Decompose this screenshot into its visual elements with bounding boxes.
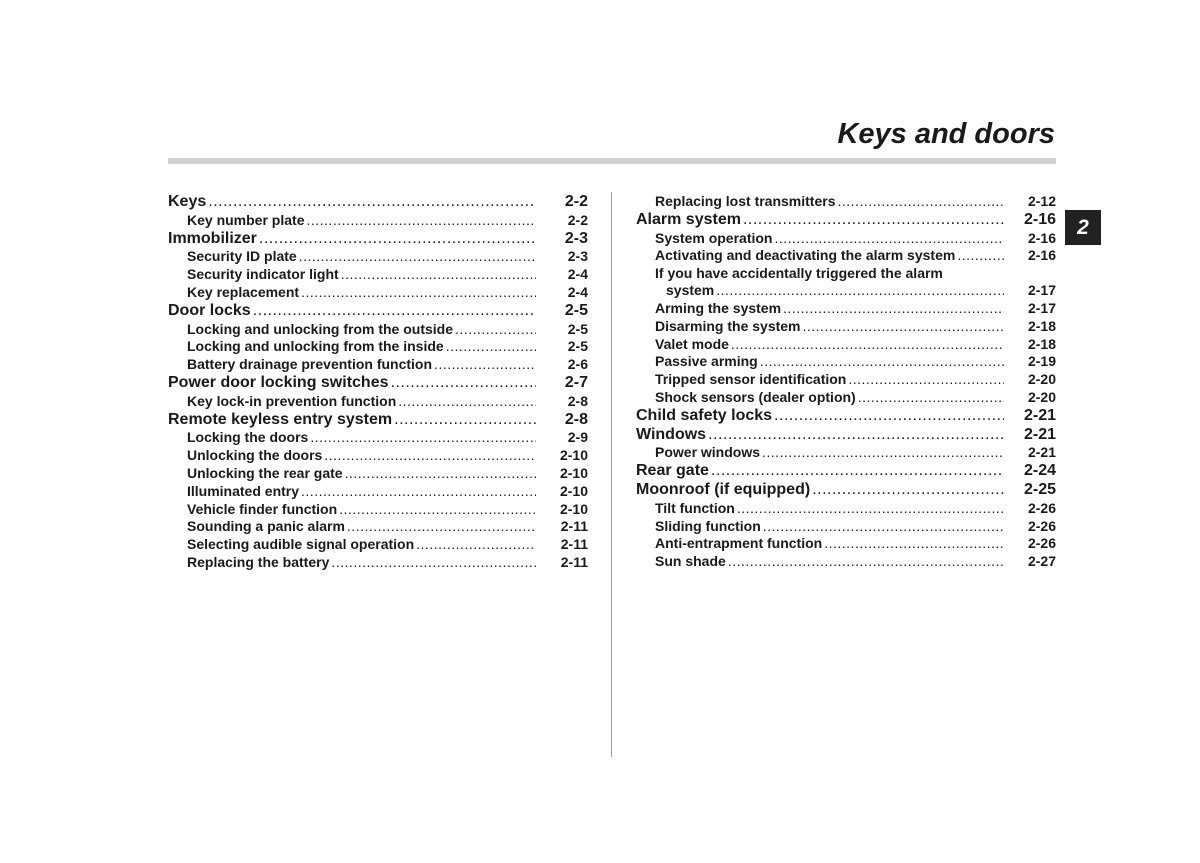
dot-leader: [737, 500, 1004, 518]
dot-leader: [762, 444, 1004, 462]
toc-subsection-entry[interactable]: [168, 356, 588, 374]
toc-page-number: 2-25: [1023, 480, 1056, 498]
toc-page-number: 2-5: [564, 301, 588, 319]
toc-page-number: 2-11: [560, 536, 588, 553]
toc-page-number: 2-11: [560, 553, 588, 570]
toc-subsection-entry[interactable]: [168, 266, 588, 284]
toc-entry-label: Key lock-in prevention function: [187, 392, 397, 409]
toc-subsection-entry[interactable]: [168, 248, 588, 266]
toc-page-number: 2-10: [559, 482, 588, 499]
dot-leader: [324, 447, 536, 465]
dot-leader: [341, 266, 536, 284]
toc-section-entry[interactable]: [168, 193, 588, 212]
toc-entry-label: Locking and unlocking from the inside: [187, 338, 444, 355]
toc-subsection-entry[interactable]: [636, 336, 1056, 354]
dot-leader: [716, 282, 1004, 300]
dot-leader: [760, 353, 1004, 371]
toc-entry-label: Illuminated entry: [187, 482, 300, 499]
toc-page-number: 2-3: [564, 229, 588, 247]
dot-leader: [299, 248, 536, 266]
toc-page-number: 2-7: [564, 373, 588, 391]
dot-leader: [259, 230, 536, 249]
toc-subsection-entry[interactable]: [168, 429, 588, 447]
toc-page-number: 2-16: [1027, 247, 1056, 264]
toc-page-number: 2-21: [1023, 425, 1056, 443]
toc-left-column: [168, 193, 588, 572]
toc-page-number: 2-10: [559, 447, 588, 464]
toc-section-entry[interactable]: [636, 426, 1056, 445]
toc-page-number: 2-21: [1023, 406, 1056, 424]
toc-page-number: 2-27: [1027, 553, 1056, 570]
toc-page-number: 2-10: [559, 500, 588, 517]
dot-leader: [339, 501, 536, 519]
toc-entry-label: Child safety locks: [636, 406, 773, 424]
toc-entry-label: Passive arming: [655, 353, 758, 370]
toc-entry-label: Unlocking the doors: [187, 447, 323, 464]
toc-page-number: 2-18: [1027, 335, 1056, 352]
dot-leader: [774, 230, 1004, 248]
toc-subsection-entry[interactable]: [636, 318, 1056, 336]
toc-section-entry[interactable]: [168, 374, 588, 393]
toc-entry-label: Tripped sensor identification: [655, 371, 847, 388]
dot-leader: [858, 389, 1004, 407]
toc-subsection-entry[interactable]: [168, 338, 588, 356]
toc-entry-label: Key replacement: [187, 283, 300, 300]
toc-page-number: 2-20: [1027, 371, 1056, 388]
dot-leader: [763, 518, 1004, 536]
dot-leader: [301, 284, 536, 302]
toc-page-number: 2-18: [1027, 317, 1056, 334]
dot-leader: [301, 483, 536, 501]
toc-entry-label: Disarming the system: [655, 317, 801, 334]
toc-section-entry[interactable]: [636, 211, 1056, 230]
dot-leader: [306, 212, 536, 230]
toc-entry-label: Locking and unlocking from the outside: [187, 320, 454, 337]
dot-leader: [803, 318, 1005, 336]
toc-page-number: 2-6: [567, 356, 588, 373]
toc-entry-label: Sliding function: [655, 517, 761, 534]
toc-entry-label: Security ID plate: [187, 248, 297, 265]
toc-subsection-entry[interactable]: [636, 553, 1056, 571]
toc-entry-label: Arming the system: [655, 299, 782, 316]
toc-entry-label: Door locks: [168, 301, 251, 319]
toc-subsection-entry[interactable]: [636, 444, 1056, 462]
toc-page-number: 2-2: [564, 193, 588, 210]
toc-page-number: 2-4: [567, 266, 588, 283]
dot-leader: [824, 535, 1004, 553]
toc-subsection-entry[interactable]: [168, 554, 588, 572]
toc-subsection-entry[interactable]: [168, 447, 588, 465]
toc-entry-label: Windows: [636, 425, 707, 443]
toc-subsection-entry[interactable]: [168, 483, 588, 501]
toc-page-number: 2-17: [1027, 282, 1056, 299]
toc-subsection-entry[interactable]: [168, 501, 588, 519]
toc-section-entry[interactable]: [168, 411, 588, 430]
dot-leader: [848, 371, 1004, 389]
toc-entry-label: Replacing lost transmitters: [655, 193, 836, 209]
dot-leader: [394, 411, 536, 430]
toc-subsection-entry[interactable]: [636, 300, 1056, 318]
toc-page-number: 2-9: [567, 429, 588, 446]
toc-subsection-entry[interactable]: [636, 500, 1056, 518]
toc-entry-label: Tilt function: [655, 499, 735, 516]
dot-leader: [783, 300, 1004, 318]
toc-subsection-entry[interactable]: [168, 321, 588, 339]
toc-page-number: 2-4: [567, 283, 588, 300]
dot-leader: [310, 429, 536, 447]
toc-section-entry[interactable]: [168, 302, 588, 321]
toc-page-number: 2-8: [564, 410, 588, 428]
toc-entry-label: Moonroof (if equipped): [636, 480, 811, 498]
dot-leader: [774, 407, 1004, 426]
toc-subsection-entry[interactable]: [636, 371, 1056, 389]
toc-subsection-entry[interactable]: [636, 535, 1056, 553]
toc-entry-label: Valet mode: [655, 335, 729, 352]
dot-leader: [957, 247, 1004, 265]
dot-leader: [708, 426, 1004, 445]
toc-subsection-entry[interactable]: [168, 284, 588, 302]
dot-leader: [838, 193, 1005, 211]
dot-leader: [391, 374, 537, 393]
toc-entry-label: Rear gate: [636, 462, 709, 480]
dot-leader: [728, 553, 1004, 571]
toc-entry-label: Sun shade: [655, 553, 726, 570]
dot-leader: [446, 338, 536, 356]
toc-page-number: 2-26: [1027, 499, 1056, 516]
toc-subsection-entry[interactable]: [636, 389, 1056, 407]
chapter-title: Keys and doors: [837, 118, 1055, 150]
toc-entry-label: system: [666, 282, 715, 299]
toc-entry-label: Unlocking the rear gate: [187, 464, 343, 481]
toc-entry-label: Replacing the battery: [187, 553, 330, 570]
toc-section-entry[interactable]: [636, 481, 1056, 500]
chapter-tab[interactable]: [1065, 210, 1101, 245]
chapter-number: 2: [1077, 215, 1089, 239]
toc-entry-label: Key number plate: [187, 211, 305, 228]
dot-leader: [398, 393, 536, 411]
toc-entry-label: Alarm system: [636, 210, 741, 228]
dot-leader: [731, 336, 1004, 354]
dot-leader: [434, 356, 536, 374]
toc-page-number: 2-10: [559, 464, 588, 481]
dot-leader: [253, 302, 536, 321]
title-rule: [168, 158, 1056, 164]
toc-entry-label: Keys: [168, 193, 207, 210]
dot-leader: [711, 462, 1004, 481]
toc-page-number: 2-24: [1023, 462, 1056, 480]
toc-page-number: 2-17: [1027, 299, 1056, 316]
toc-page-number: 2-21: [1027, 444, 1056, 461]
dot-leader: [347, 518, 536, 536]
toc-section-entry[interactable]: [636, 462, 1056, 481]
column-divider: [611, 192, 612, 757]
toc-page-number: 2-16: [1023, 210, 1056, 228]
toc-page-number: 2-11: [560, 518, 588, 535]
toc-section-entry[interactable]: [168, 230, 588, 249]
toc-entry-label: System operation: [655, 229, 773, 246]
toc-subsection-entry[interactable]: [636, 230, 1056, 248]
toc-page-number: 2-16: [1027, 229, 1056, 246]
toc-entry-label: Security indicator light: [187, 266, 339, 283]
toc-entry-label: Power door locking switches: [168, 373, 389, 391]
toc-entry-label: Remote keyless entry system: [168, 410, 393, 428]
toc-entry-label: Vehicle finder function: [187, 500, 338, 517]
dot-leader: [455, 321, 536, 339]
toc-right-column: [636, 193, 1056, 571]
toc-subsection-entry[interactable]: [636, 518, 1056, 536]
toc-page-number: 2-20: [1027, 388, 1056, 405]
dot-leader: [331, 554, 536, 572]
toc-page-number: 2-26: [1027, 517, 1056, 534]
toc-page-number: 2-26: [1027, 535, 1056, 552]
dot-leader: [743, 211, 1004, 230]
toc-subsection-entry[interactable]: [636, 353, 1056, 371]
dot-leader: [208, 193, 536, 212]
toc-subsection-entry[interactable]: [636, 282, 1056, 300]
dot-leader: [345, 465, 536, 483]
toc-subsection-entry[interactable]: [168, 536, 588, 554]
toc-subsection-entry[interactable]: [636, 247, 1056, 265]
toc-page-number: 2-3: [567, 248, 588, 265]
toc-subsection-entry[interactable]: [168, 212, 588, 230]
toc-entry-label: Anti-entrapment function: [655, 535, 823, 552]
toc-entry-label: Shock sensors (dealer option): [655, 388, 856, 405]
toc-entry-label: Selecting audible signal operation: [187, 536, 415, 553]
toc-subsection-entry[interactable]: [636, 193, 1056, 211]
toc-entry-label: Locking the doors: [187, 429, 309, 446]
toc-page-number: 2-2: [567, 211, 588, 228]
toc-page-number: 2-5: [567, 320, 588, 337]
toc-section-entry[interactable]: [636, 407, 1056, 426]
dot-leader: [416, 536, 536, 554]
toc-entry-label-line[interactable]: If you have accidentally triggered the alarm: [655, 265, 943, 282]
toc-page-number: 2-5: [567, 338, 588, 355]
toc-subsection-entry[interactable]: [168, 465, 588, 483]
toc-subsection-entry[interactable]: [168, 518, 588, 536]
toc-subsection-entry[interactable]: [168, 393, 588, 411]
toc-entry-label: Activating and deactivating the alarm system: [655, 247, 956, 264]
dot-leader: [812, 481, 1004, 500]
toc-entry-label: Sounding a panic alarm: [187, 518, 345, 535]
toc-page-number: 2-8: [567, 392, 588, 409]
toc-entry-label: Battery drainage prevention function: [187, 356, 433, 373]
toc-entry-label: Immobilizer: [168, 229, 257, 247]
toc-page-number: 2-19: [1027, 353, 1056, 370]
toc-entry-label: Power windows: [655, 444, 761, 461]
toc-page-number: 2-12: [1027, 193, 1056, 209]
